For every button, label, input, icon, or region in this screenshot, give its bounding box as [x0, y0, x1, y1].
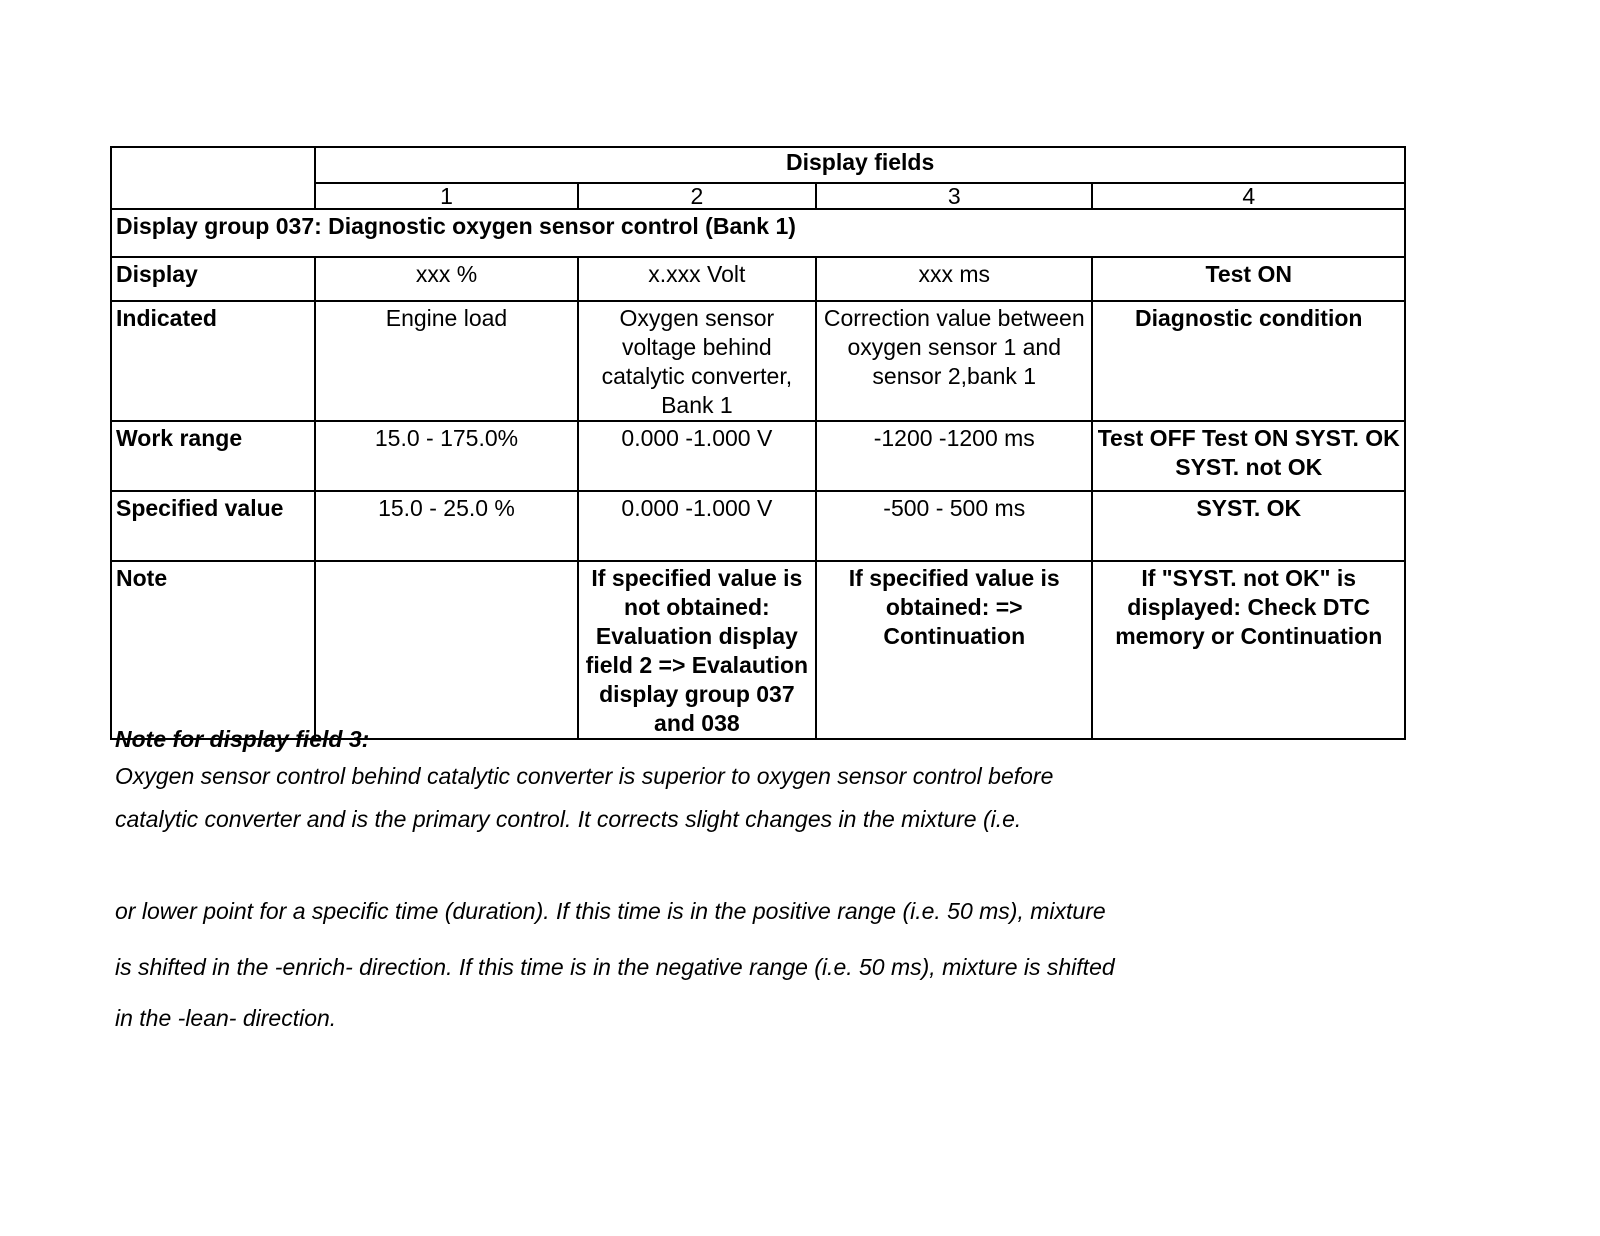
notes-line: in the -lean- direction. [115, 1005, 337, 1031]
field-number-3: 3 [816, 183, 1092, 209]
row-label-work-range: Work range [111, 421, 315, 491]
display-group-table [110, 146, 1406, 740]
notes-line: Oxygen sensor control behind catalytic converter is superior to oxygen sensor control before [115, 763, 1054, 789]
table-cell: Engine load [315, 301, 577, 421]
field-number-1: 1 [315, 183, 577, 209]
notes-line: or lower point for a specific time (duration). If this time is in the positive range (i.e. 50 ms), mixture [115, 898, 1106, 924]
row-label-indicated: Indicated [111, 301, 315, 421]
table-row [111, 491, 1405, 561]
group-title: Display group 037: Diagnostic oxygen sensor control (Bank 1) [111, 209, 1405, 257]
notes-line: is shifted in the -enrich- direction. If this time is in the negative range (i.e. 50 ms), mixture is shifted [115, 954, 1115, 980]
table-cell: If specified value is not obtained: Evaluation display field 2 => Evalaution display group 037 and 038 [578, 561, 816, 739]
row-label-display: Display [111, 257, 315, 301]
table-cell: 15.0 - 25.0 % [315, 491, 577, 561]
notes-line: catalytic converter and is the primary control. It corrects slight changes in the mixture (i.e. [115, 806, 1022, 832]
table-cell: If "SYST. not OK" is displayed: Check DTC memory or Continuation [1092, 561, 1405, 739]
table-cell: Correction value between oxygen sensor 1 and sensor 2,bank 1 [816, 301, 1092, 421]
table-row [111, 301, 1405, 421]
table-cell: xxx % [315, 257, 577, 301]
table-cell: 15.0 - 175.0% [315, 421, 577, 491]
table-cell: 0.000 -1.000 V [578, 491, 816, 561]
notes-title: Note for display field 3: [115, 726, 370, 752]
table-cell: -1200 -1200 ms [816, 421, 1092, 491]
table-row [111, 257, 1405, 301]
row-label-specified-value: Specified value [111, 491, 315, 561]
table-cell [315, 561, 577, 739]
table-cell: x.xxx Volt [578, 257, 816, 301]
table-cell: 0.000 -1.000 V [578, 421, 816, 491]
group-title-row [111, 209, 1405, 257]
display-fields-header: Display fields [315, 147, 1405, 183]
table-cell: xxx ms [816, 257, 1092, 301]
table-cell: SYST. OK [1092, 491, 1405, 561]
row-label-note: Note [111, 561, 315, 739]
table-cell: -500 - 500 ms [816, 491, 1092, 561]
table-row [111, 561, 1405, 739]
table-cell: Oxygen sensor voltage behind catalytic converter, Bank 1 [578, 301, 816, 421]
table-cell: Test OFF Test ON SYST. OK SYST. not OK [1092, 421, 1405, 491]
table-row [111, 421, 1405, 491]
table-cell: Diagnostic condition [1092, 301, 1405, 421]
field-number-2: 2 [578, 183, 816, 209]
header-row [111, 147, 1405, 183]
corner-cell [111, 147, 315, 209]
field-number-4: 4 [1092, 183, 1405, 209]
table-cell: If specified value is obtained: => Continuation [816, 561, 1092, 739]
table-cell: Test ON [1092, 257, 1405, 301]
